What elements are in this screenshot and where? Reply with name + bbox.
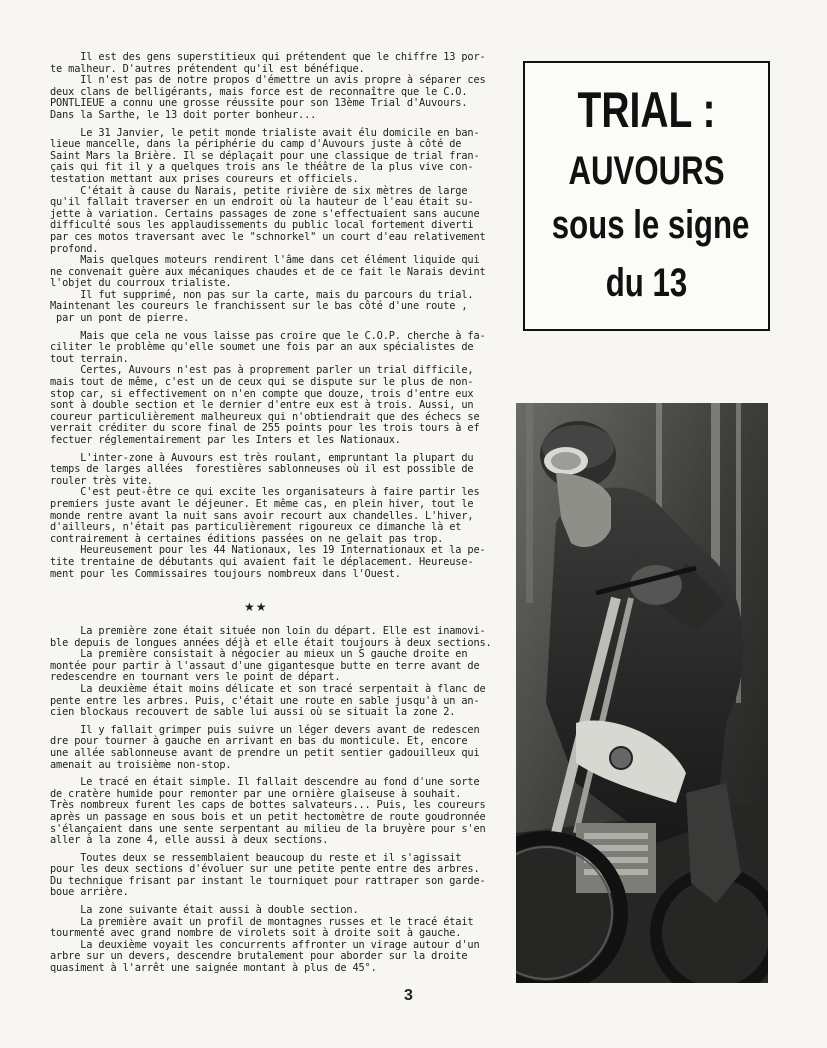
article-column-bottom [50,625,492,975]
paragraph: Il est des gens superstitieux qui prétendent que le chiffre 13 por- te malheur. D'autres prétendent qu'il est bénéfique. Il n'est pas de notre propos d'émettre un avis propre à séparer ces deux clans de belligérants, mais force est de reconnaître que le C.O. PONTLIEUE a connu une grosse réussite pour son 13ème Trial d'Auvours. Dans la Sarthe, le 13 doit porter bonheur... [50,51,486,121]
rider-photo-image [516,403,768,983]
paragraph: Toutes deux se ressemblaient beaucoup du reste et il s'agissait pour les deux sections d'évoluer sur une petite pente entre des arbres. Du technique frisant par instant le tourniquet pour rattraper son garde- boue arrière. [50,851,486,899]
paragraph: Le 31 Janvier, le petit monde trialiste avait élu domicile en ban- lieue mancelle, dans la périphérie du camp d'Auvours juste à côté de Saint Mars la Brière. Il se déplaçait pour une classique de trial fran- çais qui fit il y a quelques trois ans le théâtre de la plus vive con- testation mettant aux prises coureurs et officiels. C'était à cause du Narais, petite rivière de six mètres de large qu'il fallait traverser en un endroit où la hauteur de l'eau était su- jette à variation. Certains passages de zone s'effectuaient sans aucune difficulté sous les applaudissements du public local fortement diverti par ces motos traversant avec le "schnorkel" un court d'eau relativement profond. Mais quelques moteurs rendirent l'âme dans cet élément liquide qui ne convenait guère aux mécaniques chaudes et de ce fait le Narais devint l'objet du courroux trialiste. Il fut supprimé, non pas sur la carte, mais du parcours du trial. Maintenant les coureurs le franchissent sur le bas côté d'une route , par un pont de pierre. [50,126,486,325]
title-line-1: TRIAL : [577,82,716,138]
title-line-2: AUVOURS [568,149,725,193]
paragraph: Mais que cela ne vous laisse pas croire que le C.O.P. cherche à fa- ciliter le problème qu'elle soumet une fois par an aux spécialistes de tout terrain. Certes, Auvours n'est pas à proprement parler un trial difficile, mais tout de même, c'est un de ceux qui se dispute sur le plus de non- stop car, si effectivement on n'en compte que douze, trois d'entre eux sont à double section et le dernier d'entre eux est à trois. Aussi, un coureur particulièrement malheureux qui n'obtiendrait que des échecs se verrait créditer du score final de 255 points pour les trois tours à ef fectuer réglementairement par les Inters et les Nationaux. [50,329,486,446]
page-number: 3 [404,987,413,1004]
paragraph: La zone suivante était aussi à double section. La première avait un profil de montagnes russes et le tracé était tourmenté avec grand nombre de virolets soit à droite soit à gauche. La deuxième voyait les concurrents affronter un virage autour d'un arbre sur un devers, descendre brutalement pour aborder sur la droite quasiment à l'arrêt une saignée montant à plus de 45°. [50,904,480,975]
title-box [523,61,770,331]
paragraph: Le tracé en était simple. Il fallait descendre au fond d'une sorte de cratère humide pour remonter par une ornière glaiseuse à souhait. Très nombreux furent les caps de bottes salvateurs... Puis, les coureurs après un passage en sous bois et un petit hectomètre de route goudronnée s'élançaient dans une sente serpentant au milieu de la bruyère pour s'en aller à la zone 4, elle aussi à deux sections. [50,776,486,847]
rider-photo [516,403,768,983]
title-line-4: du 13 [605,261,688,305]
paragraph: Il y fallait grimper puis suivre un léger devers avant de redescen dre pour tourner à gauche en arrivant en bas du monticule. Et, encore une allée sablonneuse avant de prendre un petit sentier gadouilleux qui amenait au troisième non-stop. [50,723,480,771]
article-column-top [50,51,486,580]
title-line-3: sous le signe [551,203,750,247]
paragraph: L'inter-zone à Auvours est très roulant, empruntant la plupart du temps de larges allées forestières sablonneuses où il est possible de rouler très vite. C'est peut-être ce qui excite les organisateurs à faire partir les premiers juste avant le déjeuner. Et même cas, en plein hiver, tout le monde rentre avant la nuit sans avoir recourt aux chandelles. L'hiver, d'ailleurs, n'était pas particulièrement rigoureux ce dimanche là et contrairement à certaines éditions passées on ne gelait pas trop. Heureusement pour les 44 Nationaux, les 19 Internationaux et la pe- tite trentaine de débutants qui avaient fait le déplacement. Heureuse- ment pour les Commissaires toujours nombreux dans l'Ouest. [50,451,486,580]
section-separator: ★★ [244,600,268,614]
paragraph: La première zone était située non loin du départ. Elle est inamovi- ble depuis de longues années déjà et elle était toujours à deux sections. La première consistait à négocier au mieux un S gauche droite en montée pour partir à l'assaut d'une gigantesque butte en terre avant de redescendre en tournant vers le point de départ. La deuxième était moins délicate et son tracé serpentait à flanc de pente entre les arbres. Puis, c'était une route en sable jusqu'à un an- cien blockaus recouvert de sable lui aussi où se situait la zone 2. [50,625,492,719]
